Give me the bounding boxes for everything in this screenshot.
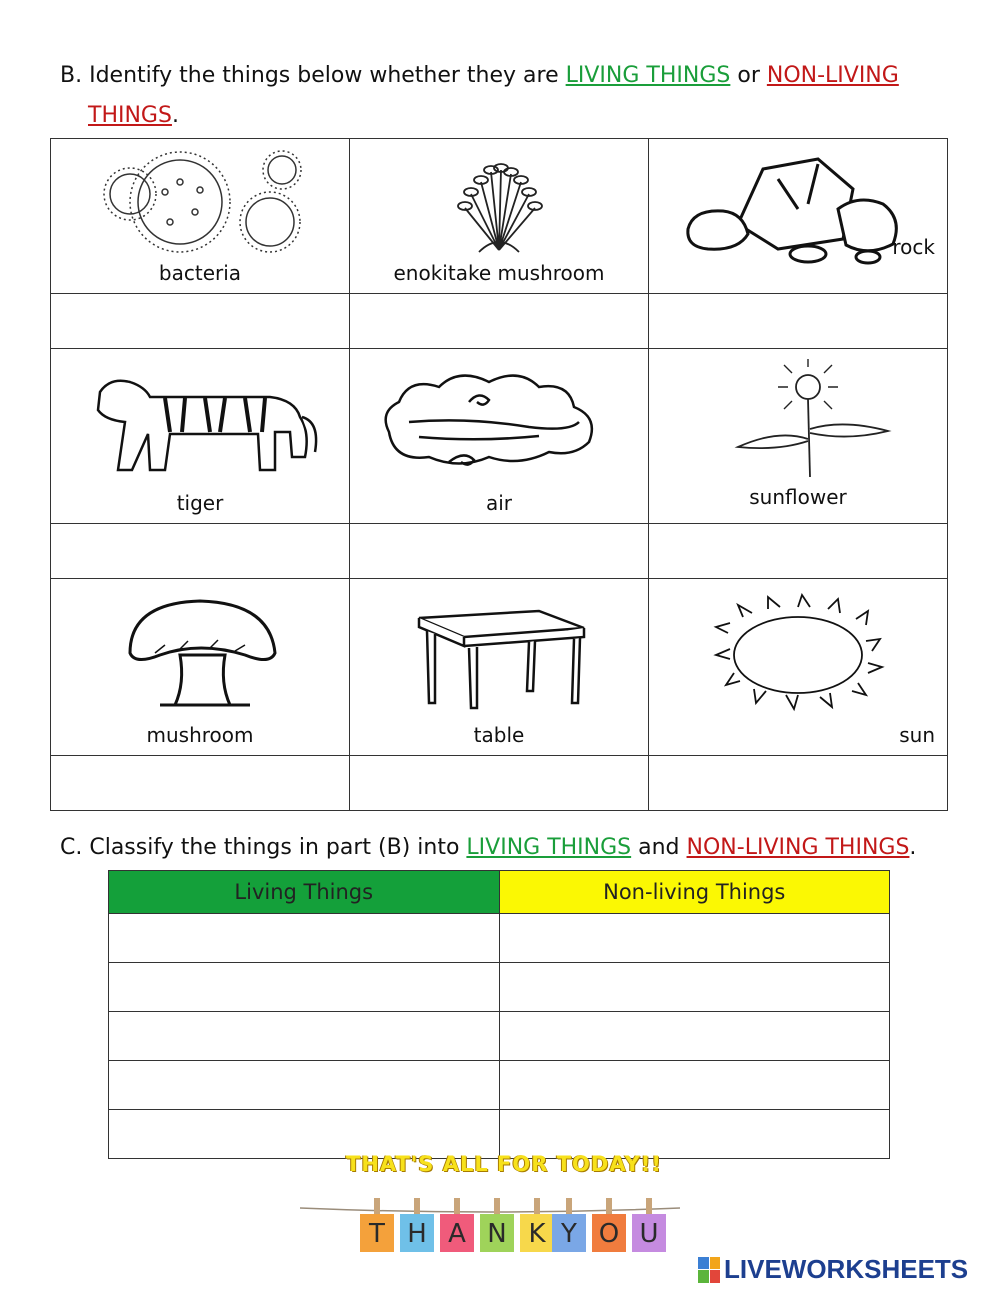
item-cell-bacteria xyxy=(51,139,350,294)
clothespin-icon xyxy=(606,1198,612,1214)
letter-card-text: Y xyxy=(561,1219,577,1249)
table-icon xyxy=(369,593,629,713)
part-b-instruction: B. Identify the things below whether they are LIVING THINGS or NON-LIVING THINGS. xyxy=(60,63,899,128)
living-things-keyword: LIVING THINGS xyxy=(565,63,731,88)
letter-card-text: T xyxy=(369,1219,385,1249)
item-cell-air xyxy=(350,349,649,524)
item-cell-tiger xyxy=(51,349,350,524)
clothespin-icon xyxy=(454,1198,460,1214)
answer-box-mushroom[interactable] xyxy=(51,756,350,811)
part-c-instruction: C. Classify the things in part (B) into LIVING THINGS and NON-LIVING THINGS. xyxy=(60,835,917,860)
clothespin-icon xyxy=(414,1198,420,1214)
liveworksheets-logo xyxy=(698,1254,968,1285)
letter-card-text: U xyxy=(639,1219,659,1249)
item-label: bacteria xyxy=(158,261,242,285)
item-label: tiger xyxy=(176,491,224,515)
item-label: sun xyxy=(899,723,935,747)
brand-name: LIVEWORKSHEETS xyxy=(724,1254,969,1284)
nonliving-answer-box[interactable] xyxy=(499,1061,890,1110)
non-living-keyword: NON-LIVING xyxy=(766,63,899,88)
item-cell-sunflower xyxy=(649,349,948,524)
letter-card-text: K xyxy=(528,1219,546,1249)
sun-icon xyxy=(668,593,928,713)
thank-you-banner xyxy=(300,1190,680,1260)
nonliving-answer-box[interactable] xyxy=(499,963,890,1012)
answer-box-bacteria[interactable] xyxy=(51,294,350,349)
letter-card-text: A xyxy=(448,1219,466,1249)
bacteria-icon xyxy=(70,142,330,262)
item-label: mushroom xyxy=(146,723,254,747)
item-cell-sun xyxy=(649,579,948,756)
item-cell-enokitake xyxy=(350,139,649,294)
mushroom-icon xyxy=(70,593,330,713)
classify-table xyxy=(108,870,890,1159)
living-answer-box[interactable] xyxy=(109,914,500,963)
living-things-keyword: LIVING THINGS xyxy=(466,835,632,860)
item-label: table xyxy=(473,723,525,747)
clothespin-icon xyxy=(374,1198,380,1214)
answer-box-sunflower[interactable] xyxy=(649,524,948,579)
clothespin-icon xyxy=(566,1198,572,1214)
answer-box-air[interactable] xyxy=(350,524,649,579)
things-keyword: THINGS xyxy=(88,103,172,128)
nonliving-answer-box[interactable] xyxy=(499,1012,890,1061)
letter-card-text: H xyxy=(407,1219,427,1249)
liveworksheets-logo-icon xyxy=(698,1257,720,1283)
item-label: enokitake mushroom xyxy=(393,261,605,285)
living-things-header: Living Things xyxy=(109,871,500,914)
item-cell-mushroom xyxy=(51,579,350,756)
answer-box-rock[interactable] xyxy=(649,294,948,349)
answer-box-enokitake[interactable] xyxy=(350,294,649,349)
closing-message: THAT'S ALL FOR TODAY!! xyxy=(346,1152,662,1176)
identify-grid xyxy=(50,138,948,811)
rock-icon xyxy=(668,149,928,269)
living-answer-box[interactable] xyxy=(109,1061,500,1110)
item-label: air xyxy=(485,491,513,515)
non-living-things-keyword: NON-LIVING THINGS xyxy=(686,835,910,860)
sunflower-icon xyxy=(668,359,928,479)
item-cell-rock xyxy=(649,139,948,294)
letter-card-text: N xyxy=(487,1219,507,1249)
clothespin-icon xyxy=(534,1198,540,1214)
answer-box-table[interactable] xyxy=(350,756,649,811)
living-answer-box[interactable] xyxy=(109,1012,500,1061)
item-label: sunflower xyxy=(749,485,847,509)
answer-box-tiger[interactable] xyxy=(51,524,350,579)
tiger-icon xyxy=(70,362,330,482)
living-answer-box[interactable] xyxy=(109,963,500,1012)
clothespin-icon xyxy=(494,1198,500,1214)
item-label: rock xyxy=(892,235,935,259)
answer-box-sun[interactable] xyxy=(649,756,948,811)
letter-card-text: O xyxy=(598,1219,620,1249)
air-icon xyxy=(369,362,629,482)
non-living-things-header: Non-living Things xyxy=(499,871,890,914)
clothespin-icon xyxy=(646,1198,652,1214)
nonliving-answer-box[interactable] xyxy=(499,914,890,963)
item-cell-table xyxy=(350,579,649,756)
enokitake-mushroom-icon xyxy=(369,142,629,262)
